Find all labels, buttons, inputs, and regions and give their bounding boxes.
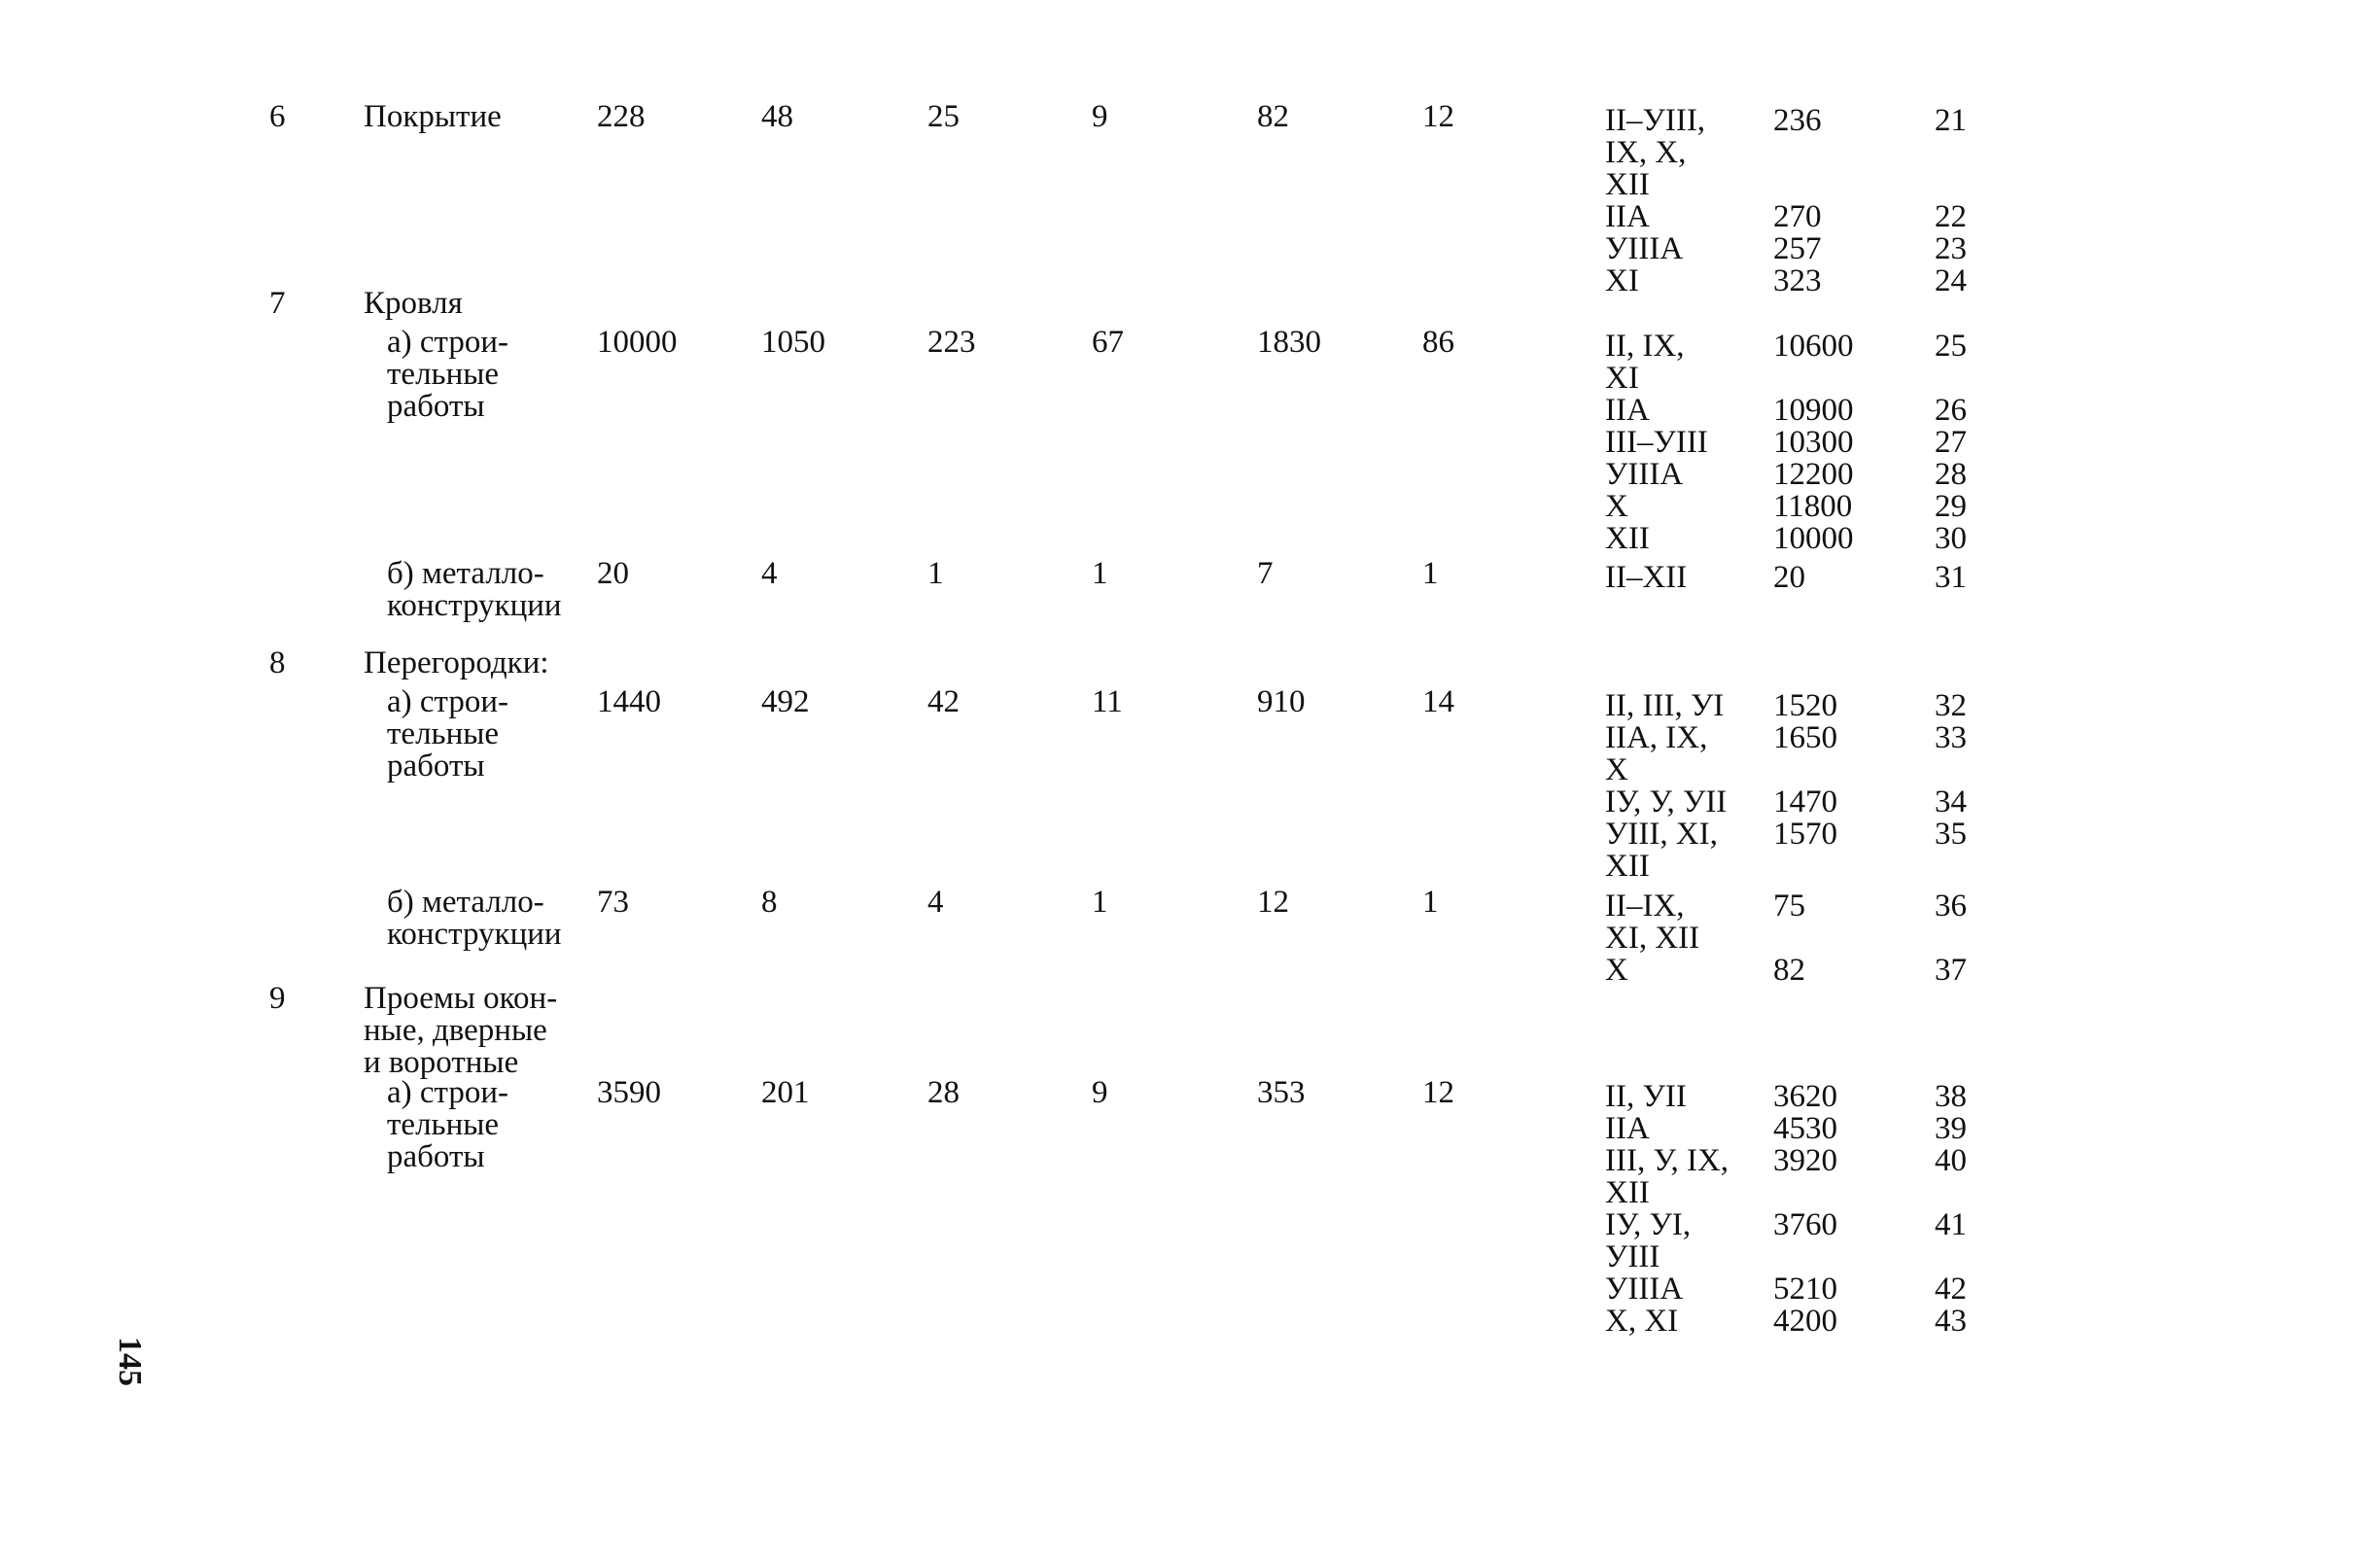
cell-value: 201 <box>761 1075 810 1110</box>
variant-value: 5210 <box>1773 1272 1837 1307</box>
row-name: тельные <box>387 357 500 392</box>
variant-label: II–XII <box>1605 560 1688 595</box>
variant-label: X <box>1605 752 1628 787</box>
cell-value: 20 <box>597 556 629 591</box>
variant-label: X, XI <box>1605 1304 1679 1339</box>
variant-id: 33 <box>1935 720 1967 755</box>
cell-value: 8 <box>761 885 778 920</box>
variant-id: 27 <box>1935 425 1967 460</box>
row-name: Кровля <box>364 286 463 321</box>
variant-label: IУ, УI, <box>1605 1207 1692 1242</box>
cell-value: 9 <box>1092 1075 1108 1110</box>
variant-value: 10900 <box>1773 393 1854 428</box>
variant-value: 1570 <box>1773 817 1837 852</box>
variant-value: 1470 <box>1773 784 1837 819</box>
variant-label: II–УIII, <box>1605 103 1706 138</box>
cell-value: 3590 <box>597 1075 661 1110</box>
variant-label: X <box>1605 953 1628 988</box>
variant-value: 1650 <box>1773 720 1837 755</box>
variant-label: XII <box>1605 849 1650 884</box>
variant-value: 4200 <box>1773 1304 1837 1339</box>
cell-value: 12 <box>1257 885 1289 920</box>
cell-value: 11 <box>1092 684 1123 719</box>
cell-value: 42 <box>927 684 960 719</box>
cell-value: 1830 <box>1257 325 1321 360</box>
variant-label: II, УII <box>1605 1079 1687 1114</box>
variant-label: XII <box>1605 167 1650 202</box>
cell-value: 228 <box>597 99 646 134</box>
variant-id: 37 <box>1935 953 1967 988</box>
variant-id: 34 <box>1935 784 1967 819</box>
variant-label: УIIIA <box>1605 1272 1684 1307</box>
row-number: 8 <box>269 645 286 680</box>
cell-value: 1 <box>927 556 944 591</box>
variant-label: УIII <box>1605 1239 1660 1274</box>
variant-id: 41 <box>1935 1207 1967 1242</box>
variant-id: 32 <box>1935 688 1967 723</box>
row-name: тельные <box>387 1107 500 1142</box>
variant-value: 10000 <box>1773 521 1854 556</box>
variant-label: IIA, IX, <box>1605 720 1708 755</box>
cell-value: 73 <box>597 885 629 920</box>
variant-label: II, III, УI <box>1605 688 1725 723</box>
variant-label: II, IX, <box>1605 329 1685 364</box>
variant-id: 30 <box>1935 521 1967 556</box>
variant-id: 42 <box>1935 1272 1967 1307</box>
variant-label: IIA <box>1605 1111 1650 1146</box>
variant-id: 28 <box>1935 457 1967 492</box>
cell-value: 4 <box>927 885 944 920</box>
variant-id: 43 <box>1935 1304 1967 1339</box>
variant-label: X <box>1605 489 1628 524</box>
row-number: 9 <box>269 981 286 1016</box>
cell-value: 1440 <box>597 684 661 719</box>
cell-value: 28 <box>927 1075 960 1110</box>
row-name: а) строи- <box>387 325 509 360</box>
cell-value: 4 <box>761 556 778 591</box>
variant-id: 24 <box>1935 263 1967 298</box>
variant-label: XI <box>1605 263 1639 298</box>
row-name: работы <box>387 749 485 784</box>
row-name: тельные <box>387 716 500 751</box>
cell-value: 492 <box>761 684 810 719</box>
row-name: Покрытие <box>364 99 502 134</box>
variant-value: 75 <box>1773 889 1805 923</box>
row-name: Проемы окон- <box>364 981 558 1016</box>
variant-value: 3920 <box>1773 1143 1837 1178</box>
variant-label: III, У, IX, <box>1605 1143 1730 1178</box>
variant-value: 236 <box>1773 103 1822 138</box>
row-name: и воротные <box>364 1045 519 1080</box>
variant-value: 20 <box>1773 560 1805 595</box>
cell-value: 9 <box>1092 99 1108 134</box>
variant-label: III–УIII <box>1605 425 1708 460</box>
variant-label: XII <box>1605 1175 1650 1210</box>
variant-value: 82 <box>1773 953 1805 988</box>
variant-value: 10300 <box>1773 425 1854 460</box>
variant-id: 36 <box>1935 889 1967 923</box>
cell-value: 1 <box>1422 556 1439 591</box>
row-name: работы <box>387 389 485 424</box>
variant-id: 38 <box>1935 1079 1967 1114</box>
variant-value: 4530 <box>1773 1111 1837 1146</box>
variant-label: УIIIA <box>1605 231 1684 266</box>
variant-id: 22 <box>1935 199 1967 234</box>
variant-value: 3620 <box>1773 1079 1837 1114</box>
row-name: ные, дверные <box>364 1013 547 1048</box>
row-name: а) строи- <box>387 1075 509 1110</box>
cell-value: 1 <box>1422 885 1439 920</box>
variant-label: УIII, XI, <box>1605 817 1718 852</box>
row-name: б) металло- <box>387 885 544 920</box>
cell-value: 1 <box>1092 556 1108 591</box>
variant-id: 23 <box>1935 231 1967 266</box>
cell-value: 1 <box>1092 885 1108 920</box>
variant-value: 10600 <box>1773 329 1854 364</box>
page-number: 145 <box>112 1337 148 1386</box>
variant-value: 12200 <box>1773 457 1854 492</box>
variant-label: IIA <box>1605 199 1650 234</box>
row-name: Перегородки: <box>364 645 549 680</box>
variant-id: 31 <box>1935 560 1967 595</box>
variant-value: 257 <box>1773 231 1822 266</box>
cell-value: 910 <box>1257 684 1306 719</box>
row-number: 6 <box>269 99 286 134</box>
cell-value: 353 <box>1257 1075 1306 1110</box>
variant-value: 323 <box>1773 263 1822 298</box>
variant-id: 39 <box>1935 1111 1967 1146</box>
row-name: конструкции <box>387 917 562 952</box>
variant-label: IУ, У, УII <box>1605 784 1728 819</box>
row-name: а) строи- <box>387 684 509 719</box>
cell-value: 12 <box>1422 99 1454 134</box>
variant-value: 270 <box>1773 199 1822 234</box>
variant-label: XI, XII <box>1605 921 1700 956</box>
row-name: б) металло- <box>387 556 544 591</box>
cell-value: 14 <box>1422 684 1454 719</box>
cell-value: 48 <box>761 99 793 134</box>
variant-id: 26 <box>1935 393 1967 428</box>
cell-value: 67 <box>1092 325 1124 360</box>
variant-label: II–IX, <box>1605 889 1685 923</box>
cell-value: 82 <box>1257 99 1289 134</box>
variant-label: IX, X, <box>1605 135 1687 170</box>
variant-id: 25 <box>1935 329 1967 364</box>
cell-value: 223 <box>927 325 976 360</box>
variant-id: 40 <box>1935 1143 1967 1178</box>
row-name: конструкции <box>387 588 562 623</box>
variant-value: 3760 <box>1773 1207 1837 1242</box>
variant-value: 1520 <box>1773 688 1837 723</box>
variant-value: 11800 <box>1773 489 1853 524</box>
cell-value: 10000 <box>597 325 678 360</box>
row-number: 7 <box>269 286 286 321</box>
cell-value: 25 <box>927 99 960 134</box>
variant-label: XI <box>1605 361 1639 396</box>
variant-label: XII <box>1605 521 1650 556</box>
variant-id: 35 <box>1935 817 1967 852</box>
variant-id: 29 <box>1935 489 1967 524</box>
cell-value: 12 <box>1422 1075 1454 1110</box>
row-name: работы <box>387 1139 485 1174</box>
variant-label: УIIIA <box>1605 457 1684 492</box>
cell-value: 7 <box>1257 556 1274 591</box>
cell-value: 86 <box>1422 325 1454 360</box>
variant-id: 21 <box>1935 103 1967 138</box>
variant-label: IIA <box>1605 393 1650 428</box>
cell-value: 1050 <box>761 325 825 360</box>
